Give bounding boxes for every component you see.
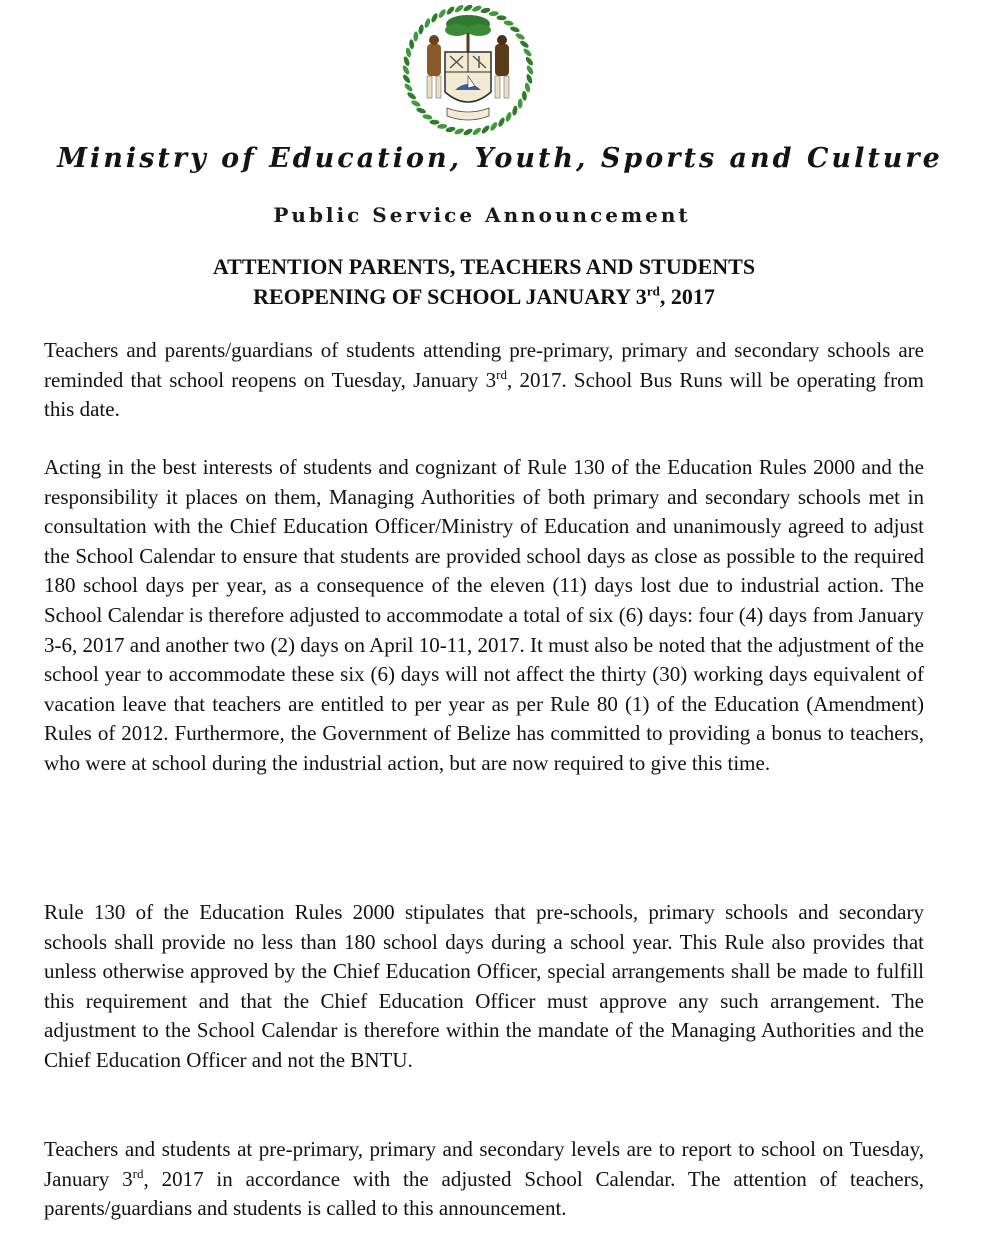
wreath-leaf (505, 111, 513, 122)
wreath-leaf (489, 11, 499, 17)
wreath-leaf (462, 3, 473, 12)
wreath-leaf (409, 39, 415, 49)
wreath-leaf (522, 91, 528, 101)
wreath-leaf (437, 124, 447, 130)
wreath-leaf (454, 4, 465, 14)
paragraph-report-ordinal: rd (132, 1165, 144, 1181)
paragraph-rule-130: Rule 130 of the Education Rules 2000 stipulates that pre-schools, primary schools and secondary schools shall provide no less than 180 school days during a school year. This Rule also provides that unless otherwise approved by the Chief Education Officer, special arrangements shall be made to fulfill this requirement and that the Chief Education Officer must approve any such arrangement. The adjustment to the School Calendar is therefore within the mandate of the Managing Authorities and the Chief Education Officer and not the BNTU. (44, 900, 924, 1072)
paragraph-report-to-school (44, 1135, 924, 1224)
wreath-leaf (522, 47, 533, 57)
wreath-leaf (430, 12, 439, 23)
ministry-name: Ministry of Education, Youth, Sports and Culture (57, 143, 943, 174)
paragraph-report-text-b: , 2017 in accordance with the adjusted School Calendar. The attention of teachers, parents/guardians and students is called to this announcement. (44, 1166, 924, 1221)
wreath-leaf (497, 117, 506, 128)
wreath-leaf (519, 39, 530, 49)
wreath-leaf (509, 25, 520, 33)
wreath-leaf (401, 64, 410, 75)
headline-year: , 2017 (659, 284, 715, 309)
wreath-leaf (413, 31, 418, 41)
wreath-leaf (515, 32, 526, 41)
headline-ordinal: rd (646, 283, 660, 299)
wreath-leaf (406, 91, 417, 101)
wreath-leaf (489, 121, 499, 132)
wreath-leaf (422, 114, 433, 121)
paragraph-calendar-adjustment: Acting in the best interests of students and cognizant of Rule 130 of the Education Rules 2000 and the responsibility it places on them, Managing Authorities of both primary and secondary schools met in consultation with the Chief Education Officer/Ministry of Education and unanimously agreed to adjust the School Calendar to ensure that students are provided school days as close as possible to the required 180 school days per year, as a consequence of the eleven (11) days lost due to industrial action. The School Calendar is therefore adjusted to accommodate a total of six (6) days: four (4) days from January 3-6, 2017 and another two (2) days on April 10-11, 2017. It must also be noted that the adjustment of the school year to accommodate these six (6) days will not affect the thirty (30) working days equivalent of vacation leave that teachers are entitled to per year as per Rule 80 (1) of the Education (Amendment) Rules of 2012. Furthermore, the Government of Belize has committed to providing a bonus to teachers, who were at school during the industrial action, but are now required to give this time. (44, 455, 924, 775)
headline-line-1: ATTENTION PARENTS, TEACHERS AND STUDENTS (212, 254, 756, 279)
wreath-leaf (445, 5, 455, 16)
wreath-leaf (525, 64, 534, 75)
wreath-leaf (410, 99, 421, 108)
belize-coat-of-arms-icon (397, 0, 539, 140)
paragraph-reopening (44, 336, 924, 425)
wreath-leaf (416, 107, 427, 115)
headline-line-2-text: REOPENING OF SCHOOL JANUARY 3 (253, 284, 647, 309)
wreath-leaf (518, 98, 523, 108)
wreath-leaf (403, 82, 414, 92)
wreath-leaf (524, 56, 534, 67)
wreath-leaf (418, 24, 425, 35)
wreath-leaf (480, 124, 490, 135)
headline-line-2 (0, 284, 968, 310)
wreath-leaf (496, 15, 506, 20)
wreath-leaf (429, 120, 439, 125)
wreath-leaf (462, 127, 473, 136)
paragraph-reopening-text-a: Teachers and parents/guardians of students attending pre-primary, primary and secondary schools are reminded that school reopens on Tuesday, January 3 (44, 338, 924, 392)
paragraph-report-text-a: Teachers and students at pre-primary, primary and secondary levels are to report to school on Tuesday, January 3 (44, 1137, 924, 1191)
wreath-leaf (512, 105, 519, 116)
wreath-leaf (503, 20, 514, 27)
wreath-leaf (471, 126, 482, 136)
wreath-leaf (437, 8, 447, 19)
announcement-type: Public Service Announcement (273, 203, 691, 227)
paragraph-reopening-text-b: , 2017. School Bus Runs will be operating from this date. (44, 367, 924, 422)
wreath-leaf (402, 73, 412, 84)
wreath-leaf (423, 18, 431, 29)
paragraph-reopening-ordinal: rd (496, 366, 507, 382)
